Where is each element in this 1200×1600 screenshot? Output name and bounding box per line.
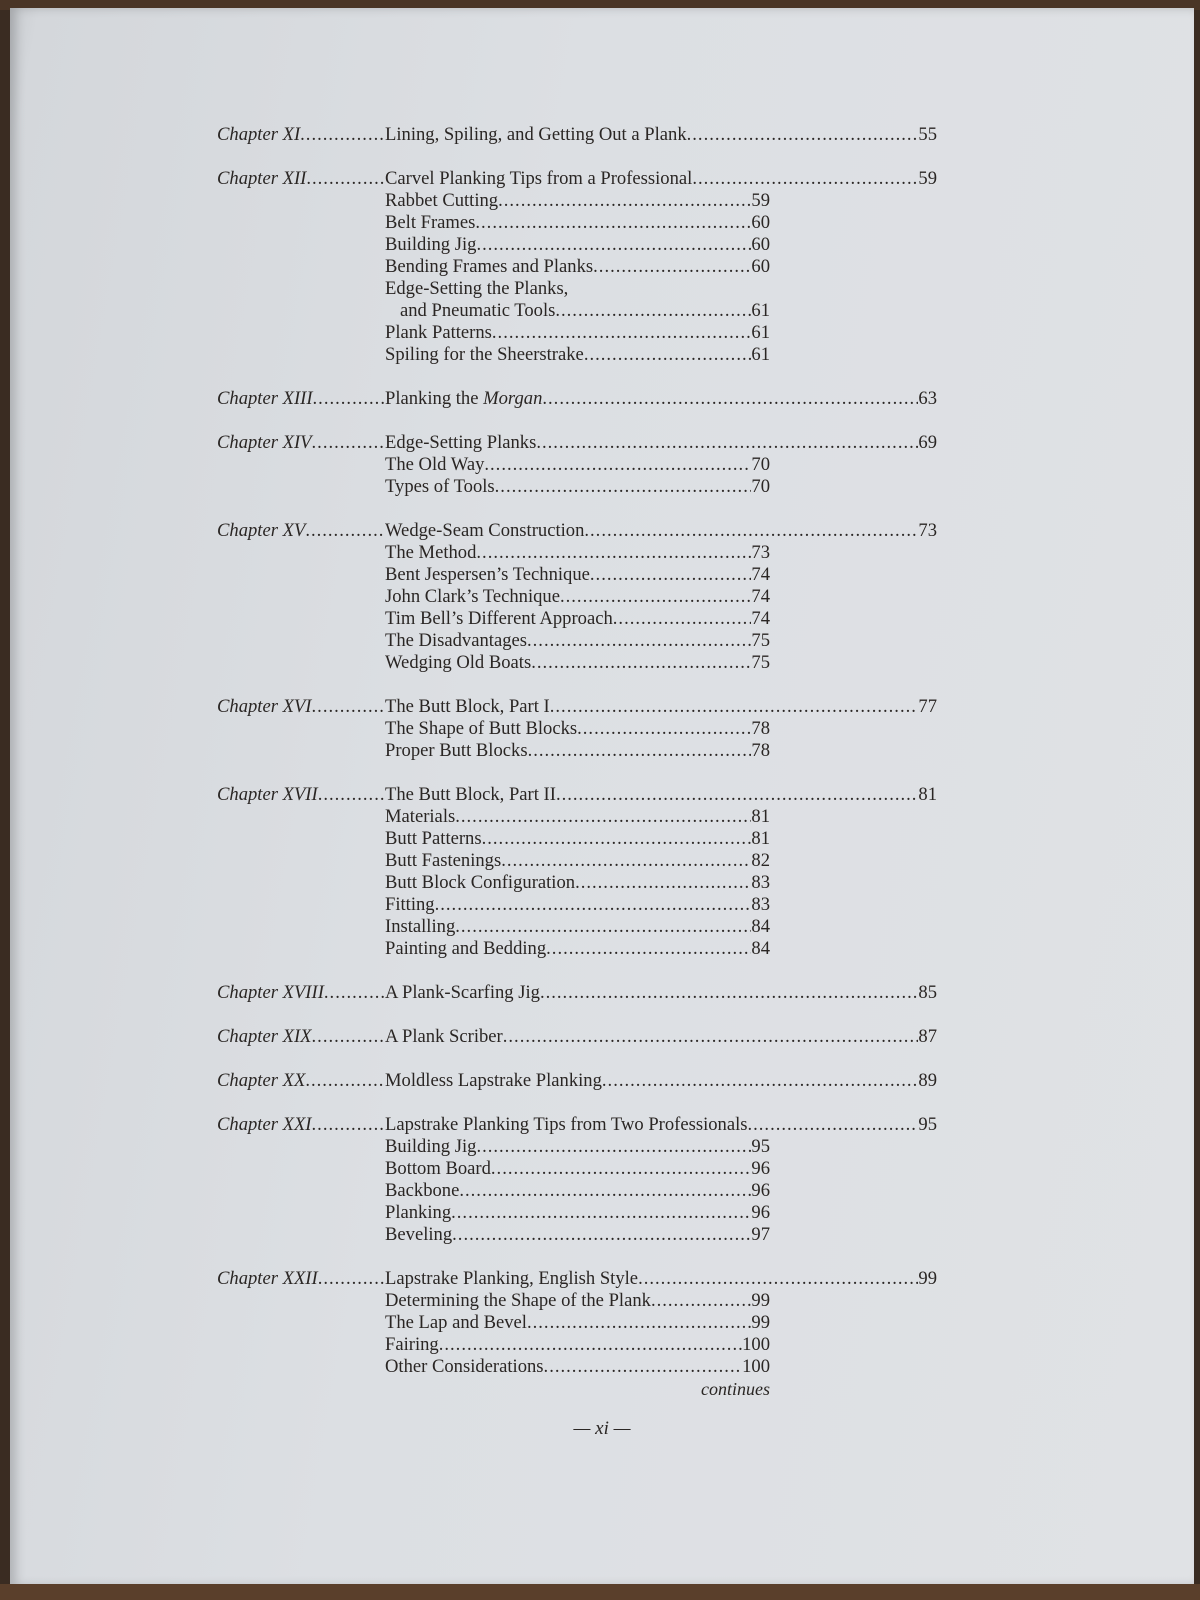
leader-dots (546, 938, 751, 960)
chapter-row (217, 696, 937, 718)
leader-dots (613, 608, 752, 630)
section-row (385, 344, 770, 366)
chapter-title-text: Wedge-Seam Construction (385, 520, 585, 541)
page-number: 84 (751, 916, 770, 937)
chapter-title-text: A Plank-Scarfing Jig (385, 982, 540, 1003)
page-number: 99 (751, 1290, 770, 1311)
leader-dots (527, 630, 751, 652)
leader-dots (455, 806, 751, 828)
leader-dots (451, 1202, 751, 1224)
chapter-title (385, 124, 687, 146)
leader-dots (542, 388, 918, 410)
chapter-row (217, 1026, 937, 1048)
page-number: 73 (918, 520, 937, 541)
page-number: 100 (742, 1334, 770, 1355)
section-title: Fairing (385, 1334, 439, 1355)
leader-dots (544, 1356, 743, 1378)
section-title: and Pneumatic Tools (400, 300, 556, 321)
page-number: 99 (918, 1268, 937, 1289)
page-number: 61 (751, 300, 770, 321)
leader-dots (575, 872, 751, 894)
page-number: 99 (751, 1312, 770, 1333)
section-row (385, 278, 770, 300)
leader-dots (491, 1158, 752, 1180)
section-title: Tim Bell’s Different Approach (385, 608, 613, 629)
section-title: Painting and Bedding (385, 938, 547, 959)
leader-dots (550, 696, 919, 718)
page-number: 95 (751, 1136, 770, 1157)
section-row (385, 1136, 770, 1158)
section-title: Bottom Board (385, 1158, 491, 1179)
chapter-label: Chapter XV (217, 520, 306, 541)
section-title: Building Jig (385, 234, 477, 255)
page-number: 70 (751, 476, 770, 497)
section-title: The Lap and Bevel (385, 1312, 527, 1333)
leader-dots (459, 1180, 751, 1202)
chapter-row (217, 432, 937, 454)
section-title: Installing (385, 916, 456, 937)
chapter-label-cell (217, 1026, 385, 1048)
section-title: Plank Patterns (385, 322, 492, 343)
section-row (385, 828, 770, 850)
page-number: 74 (751, 608, 770, 629)
section-row (385, 938, 770, 960)
page-number: 87 (918, 1026, 937, 1047)
leader-dots (531, 652, 751, 674)
toc-chapter (217, 124, 937, 146)
page-number: 89 (918, 1070, 937, 1091)
page-number: 63 (918, 388, 937, 409)
chapter-title-italic: Morgan (483, 388, 543, 409)
table-of-contents (217, 124, 937, 1422)
leader-dots (312, 432, 385, 454)
section-title: John Clark’s Technique (385, 586, 560, 607)
chapter-label-cell (217, 124, 385, 146)
leader-dots (313, 388, 385, 410)
page-number: 85 (918, 982, 937, 1003)
chapter-title-text: Moldless Lapstrake Planking (385, 1070, 602, 1091)
page-number: 96 (751, 1180, 770, 1201)
section-row (385, 234, 770, 256)
leader-dots (638, 1268, 918, 1290)
chapter-label: Chapter XVI (217, 696, 312, 717)
section-title: Edge-Setting the Planks, (385, 278, 569, 299)
section-row (385, 586, 770, 608)
section-list (385, 454, 770, 498)
toc-chapter (217, 784, 937, 960)
chapter-label: Chapter XVII (217, 784, 318, 805)
chapter-title-text: Edge-Setting Planks (385, 432, 537, 453)
section-title: Building Jig (385, 1136, 477, 1157)
leader-dots (492, 322, 752, 344)
chapter-title (385, 784, 556, 806)
leader-dots (584, 520, 918, 542)
leader-dots (455, 916, 751, 938)
section-title: Beveling (385, 1224, 453, 1245)
page-number: 83 (751, 872, 770, 893)
chapter-title (385, 520, 584, 542)
chapter-title-text: Lining, Spiling, and Getting Out a Plank (385, 124, 687, 145)
page-number: 96 (751, 1202, 770, 1223)
chapter-title (385, 1268, 638, 1290)
section-row (385, 608, 770, 630)
toc-chapter (217, 1114, 937, 1246)
toc-chapter (217, 1070, 937, 1092)
section-row (385, 256, 770, 278)
page-number: 59 (918, 168, 937, 189)
leader-dots (556, 784, 918, 806)
page-number: 75 (751, 652, 770, 673)
chapter-label-cell (217, 1268, 385, 1290)
section-title: Materials (385, 806, 456, 827)
page-folio: — xi — (573, 1418, 631, 1439)
leader-dots (312, 1114, 385, 1136)
leader-dots (305, 1070, 385, 1092)
chapter-title-text: Lapstrake Planking Tips from Two Professionals (385, 1114, 748, 1135)
section-title: Fitting (385, 894, 435, 915)
leader-dots (555, 300, 751, 322)
leader-dots (536, 432, 918, 454)
chapter-label: Chapter XIV (217, 432, 312, 453)
page-number: 55 (918, 124, 937, 145)
page-number: 75 (751, 630, 770, 651)
page-number: 81 (918, 784, 937, 805)
toc-chapter (217, 168, 937, 366)
toc-chapter (217, 388, 937, 410)
page-number: 97 (751, 1224, 770, 1245)
continues-note: continues (701, 1379, 770, 1399)
chapter-label-cell (217, 784, 385, 806)
chapter-label-cell (217, 1114, 385, 1136)
chapter-label: Chapter XII (217, 168, 307, 189)
section-row (385, 542, 770, 564)
section-list (385, 806, 770, 960)
chapter-row (217, 168, 937, 190)
section-row (385, 916, 770, 938)
leader-dots (501, 850, 751, 872)
chapter-title-text: The Butt Block, Part I (385, 696, 550, 717)
leader-dots (503, 1026, 919, 1048)
chapter-row (217, 1070, 937, 1092)
leader-dots (747, 1114, 918, 1136)
page-number: 82 (751, 850, 770, 871)
section-title: The Method (385, 542, 477, 563)
chapter-label-cell (217, 1070, 385, 1092)
section-title: Spiling for the Sheerstrake (385, 344, 584, 365)
page-number: 81 (751, 828, 770, 849)
chapter-label: Chapter XI (217, 124, 301, 145)
page-number: 60 (751, 212, 770, 233)
page-number: 70 (751, 454, 770, 475)
page-number: 83 (751, 894, 770, 915)
page-number: 74 (751, 586, 770, 607)
leader-dots (476, 1136, 751, 1158)
section-list (385, 718, 770, 762)
leader-dots (527, 1312, 751, 1334)
leader-dots (475, 212, 751, 234)
chapter-label-cell (217, 520, 385, 542)
leader-dots (602, 1070, 919, 1092)
section-title: Types of Tools (385, 476, 495, 497)
page-number: 74 (751, 564, 770, 585)
page-number: 61 (751, 344, 770, 365)
toc-chapter (217, 432, 937, 498)
leader-dots (435, 894, 752, 916)
chapter-title (385, 168, 692, 190)
section-title: Backbone (385, 1180, 460, 1201)
section-row (385, 850, 770, 872)
leader-dots (577, 718, 751, 740)
chapter-label: Chapter XIII (217, 388, 313, 409)
chapter-title-text: Lapstrake Planking, English Style (385, 1268, 639, 1289)
chapter-row (217, 124, 937, 146)
chapter-title (385, 388, 542, 410)
chapter-label-cell (217, 432, 385, 454)
leader-dots (482, 828, 752, 850)
leader-dots (495, 476, 752, 498)
section-row (385, 872, 770, 894)
section-title: Butt Patterns (385, 828, 482, 849)
section-row (385, 212, 770, 234)
section-row (385, 894, 770, 916)
leader-dots (528, 740, 752, 762)
section-title: Determining the Shape of the Plank (385, 1290, 651, 1311)
section-title: Belt Frames (385, 212, 476, 233)
leader-dots (306, 168, 385, 190)
page-number: 81 (751, 806, 770, 827)
chapter-label: Chapter XXI (217, 1114, 312, 1135)
leader-dots (476, 234, 751, 256)
chapter-title (385, 696, 550, 718)
page-number: 84 (751, 938, 770, 959)
leader-dots (476, 542, 751, 564)
leader-dots (540, 982, 918, 1004)
leader-dots (560, 586, 751, 608)
section-title: Bending Frames and Planks (385, 256, 594, 277)
leader-dots (692, 168, 918, 190)
section-row (385, 564, 770, 586)
chapter-title-text: Carvel Planking Tips from a Professional (385, 168, 693, 189)
section-row (385, 806, 770, 828)
section-row (385, 1180, 770, 1202)
chapter-title (385, 432, 536, 454)
leader-dots (452, 1224, 751, 1246)
leader-dots (300, 124, 385, 146)
leader-dots (318, 1268, 385, 1290)
chapter-title (385, 1026, 503, 1048)
chapter-label-cell (217, 696, 385, 718)
toc-chapter (217, 520, 937, 674)
section-row (385, 1158, 770, 1180)
leader-dots (484, 454, 751, 476)
chapter-label-cell (217, 168, 385, 190)
section-row (385, 1312, 770, 1334)
section-row (385, 1356, 770, 1378)
chapter-row (217, 1114, 937, 1136)
section-title: Wedging Old Boats (385, 652, 532, 673)
section-title: Rabbet Cutting (385, 190, 499, 211)
leader-dots (312, 1026, 385, 1048)
page-number: 73 (751, 542, 770, 563)
section-list (385, 190, 770, 366)
leader-dots (324, 982, 385, 1004)
toc-chapter (217, 696, 937, 762)
chapter-title (385, 982, 540, 1004)
page-number: 59 (751, 190, 770, 211)
toc-chapter (217, 1026, 937, 1048)
chapter-label: Chapter XIX (217, 1026, 312, 1047)
section-title: The Old Way (385, 454, 485, 475)
section-list (385, 1290, 770, 1378)
leader-dots (305, 520, 385, 542)
book-page (10, 8, 1194, 1586)
leader-dots (590, 564, 752, 586)
leader-dots (312, 696, 385, 718)
leader-dots (498, 190, 751, 212)
chapter-title-text: The Butt Block, Part II (385, 784, 556, 805)
chapter-label: Chapter XVIII (217, 982, 324, 1003)
section-title: Butt Fastenings (385, 850, 502, 871)
chapter-label-cell (217, 388, 385, 410)
chapter-title-text: A Plank Scriber (385, 1026, 503, 1047)
leader-dots (584, 344, 752, 366)
section-title: The Disadvantages (385, 630, 527, 651)
chapter-label: Chapter XX (217, 1070, 306, 1091)
page-number: 69 (918, 432, 937, 453)
chapter-label: Chapter XXII (217, 1268, 318, 1289)
section-row (385, 1334, 770, 1356)
chapter-title-text: Planking the (385, 388, 479, 409)
chapter-row (217, 982, 937, 1004)
section-row (385, 630, 770, 652)
page-number: 60 (751, 256, 770, 277)
section-row (385, 454, 770, 476)
section-title: Planking (385, 1202, 452, 1223)
chapter-row (217, 1268, 937, 1290)
chapter-row (217, 520, 937, 542)
page-number: 100 (742, 1356, 770, 1377)
section-row (385, 300, 770, 322)
section-row (385, 740, 770, 762)
chapter-title (385, 1070, 602, 1092)
section-row (385, 1202, 770, 1224)
table-surface-bottom (0, 1584, 1200, 1600)
chapter-title (385, 1114, 747, 1136)
section-row (385, 652, 770, 674)
page-number: 96 (751, 1158, 770, 1179)
section-row (385, 190, 770, 212)
leader-dots (439, 1334, 742, 1356)
leader-dots (687, 124, 919, 146)
section-row (385, 1224, 770, 1246)
section-list (385, 1136, 770, 1246)
toc-chapter (217, 1268, 937, 1400)
section-title: The Shape of Butt Blocks (385, 718, 578, 739)
section-title: Other Considerations (385, 1356, 544, 1377)
page-number: 60 (751, 234, 770, 255)
leader-dots (593, 256, 751, 278)
page-number: 78 (751, 740, 770, 761)
section-title: Proper Butt Blocks (385, 740, 528, 761)
page-number: 95 (918, 1114, 937, 1135)
page-number: 78 (751, 718, 770, 739)
chapter-row (217, 784, 937, 806)
section-row (385, 322, 770, 344)
toc-chapter (217, 982, 937, 1004)
section-title: Bent Jespersen’s Technique (385, 564, 590, 585)
section-row (385, 1290, 770, 1312)
section-row (385, 718, 770, 740)
section-row (385, 476, 770, 498)
chapter-row (217, 388, 937, 410)
leader-dots (651, 1290, 751, 1312)
page-number: 61 (751, 322, 770, 343)
section-list (385, 542, 770, 674)
chapter-label-cell (217, 982, 385, 1004)
leader-dots (318, 784, 385, 806)
section-title: Butt Block Configuration (385, 872, 576, 893)
page-number: 77 (918, 696, 937, 717)
